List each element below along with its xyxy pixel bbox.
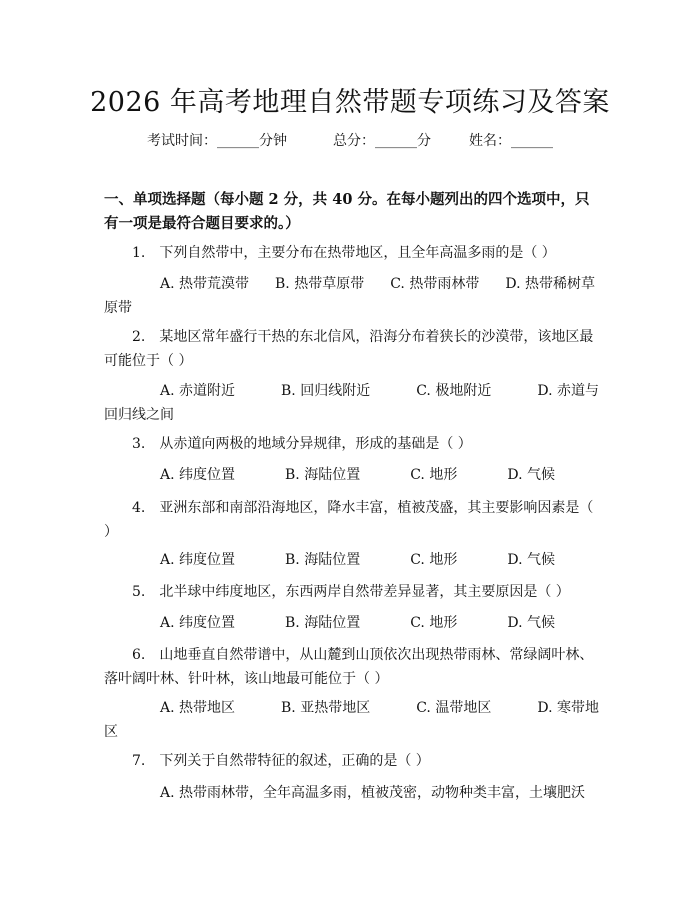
- q6-option-a: A. 热带地区: [160, 700, 236, 716]
- question-3-options: [104, 463, 600, 487]
- q2-option-a: A. 赤道附近: [160, 383, 236, 399]
- question-3-stem: 3. 从赤道向两极的地域分异规律，形成的基础是（ ）: [132, 436, 472, 452]
- q3-option-c: C. 地形: [410, 467, 458, 483]
- q2-option-c: C. 极地附近: [416, 383, 492, 399]
- q1-option-b: B. 热带草原带: [275, 276, 365, 292]
- q1-option-a: A. 热带荒漠带: [160, 276, 250, 292]
- question-4-options: [104, 548, 600, 572]
- q5-option-b: B. 海陆位置: [285, 615, 361, 631]
- question-6-stem: 6. 山地垂直自然带谱中，从山麓到山顶依次出现热带雨林、常绿阔叶林、落叶阔叶林、针叶林，该山地最可能位于（ ）: [104, 647, 594, 687]
- q3-option-d: D. 气候: [507, 467, 555, 483]
- q7-option-a: A. 热带雨林带，全年高温多雨，植被茂密，动物种类丰富，土壤肥沃: [160, 785, 586, 801]
- section-heading: 一、单项选择题（每小题 2 分，共 40 分。在每小题列出的四个选项中，只有一项是最符合题目要求的。）: [104, 191, 590, 232]
- question-5-stem: 5. 北半球中纬度地区，东西两岸自然带差异显著，其主要原因是（ ）: [132, 584, 570, 600]
- exam-time-field: 考试时间：______分钟: [147, 133, 287, 149]
- question-4-stem: 4. 亚洲东部和南部沿海地区，降水丰富，植被茂盛，其主要影响因素是（ ）: [104, 500, 594, 540]
- q4-option-d: D. 气候: [507, 552, 555, 568]
- question-6-options: [104, 696, 600, 744]
- q1-option-c: C. 热带雨林带: [390, 276, 480, 292]
- q5-option-a: A. 纬度位置: [160, 615, 236, 631]
- question-2-stem: 2. 某地区常年盛行干热的东北信风，沿海分布着狭长的沙漠带，该地区最可能位于（ ）: [104, 329, 594, 369]
- question-7-options: [104, 781, 600, 805]
- question-1-stem: 1. 下列自然带中，主要分布在热带地区，且全年高温多雨的是（ ）: [132, 245, 556, 261]
- student-name-field: 姓名：______: [469, 133, 553, 149]
- q2-option-d: D. 赤道与回归线之间: [104, 383, 599, 423]
- q3-option-a: A. 纬度位置: [160, 467, 236, 483]
- q5-option-d: D. 气候: [507, 615, 555, 631]
- total-score-field: 总分：______分: [333, 133, 431, 149]
- q3-option-b: B. 海陆位置: [285, 467, 361, 483]
- q4-option-c: C. 地形: [410, 552, 458, 568]
- exam-meta-line: [0, 130, 700, 150]
- question-5-options: [104, 611, 600, 635]
- q1-option-d: D. 热带稀树草原带: [104, 276, 595, 316]
- q4-option-a: A. 纬度位置: [160, 552, 236, 568]
- q6-option-c: C. 温带地区: [416, 700, 492, 716]
- q4-option-b: B. 海陆位置: [285, 552, 361, 568]
- question-1-options: [104, 272, 600, 320]
- page-title: 2026 年高考地理自然带题专项练习及答案: [90, 87, 610, 118]
- question-7-stem: 7. 下列关于自然带特征的叙述，正确的是（ ）: [132, 753, 430, 769]
- q6-option-b: B. 亚热带地区: [281, 700, 371, 716]
- q6-option-d: D. 寒带地区: [104, 700, 599, 740]
- q5-option-c: C. 地形: [410, 615, 458, 631]
- q2-option-b: B. 回归线附近: [281, 383, 371, 399]
- question-2-options: [104, 379, 600, 427]
